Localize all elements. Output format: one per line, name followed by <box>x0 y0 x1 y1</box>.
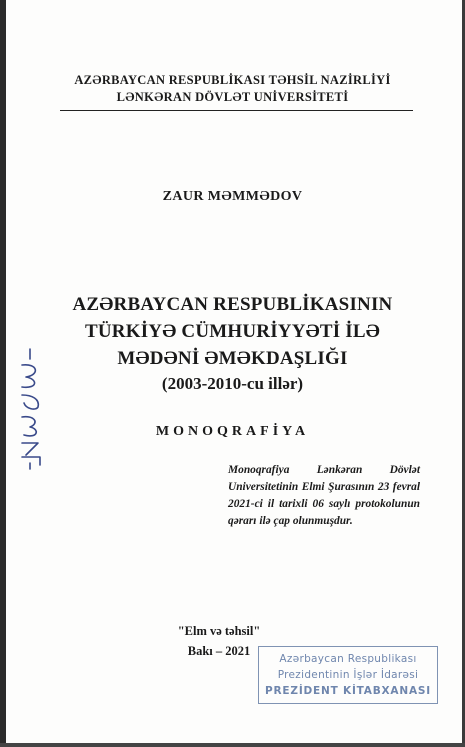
title-line-3: MƏDƏNİ ƏMƏKDAŞLIĞI <box>117 348 348 369</box>
title-line-2: TÜRKİYƏ CÜMHURİYYƏTİ İLƏ <box>85 321 380 342</box>
title-line-1: AZƏRBAYCAN RESPUBLİKASININ <box>72 294 393 315</box>
title-years: (2003-2010-cu illər) <box>161 374 304 393</box>
publisher-name: "Elm və təhsil" <box>177 624 261 638</box>
stamp-line-3: PREZİDENT KİTABXANASI <box>265 685 431 697</box>
city-year: Bakı – 2021 <box>187 644 251 658</box>
author-name: ZAUR MƏMMƏDOV <box>162 189 303 204</box>
ministry-line-2: LƏNKƏRAN DÖVLƏT UNİVERSİTETİ <box>116 90 349 104</box>
header-rule <box>60 110 413 111</box>
handwritten-inventory-number <box>8 345 53 470</box>
library-stamp <box>258 646 438 704</box>
genre-label: MONOQRAFİYA <box>155 424 310 439</box>
approval-note: Monoqrafiya Lənkəran Dövlət Universitetinin Elmi Şurasının 23 fevral 2021-ci il tarixli 06 saylı protokolunun qərarı ilə çap olunmuşdur. <box>228 464 420 527</box>
ministry-line-1: AZƏRBAYCAN RESPUBLİKASI TƏHSİL NAZİRLİYİ <box>74 73 391 87</box>
ministry-header <box>0 72 465 106</box>
page-edge-bottom <box>0 743 465 747</box>
stamp-line-2: Prezidentinin İşlər İdarəsi <box>277 669 419 681</box>
stamp-line-1: Azərbaycan Respublikası <box>279 653 417 665</box>
book-title <box>0 291 465 372</box>
